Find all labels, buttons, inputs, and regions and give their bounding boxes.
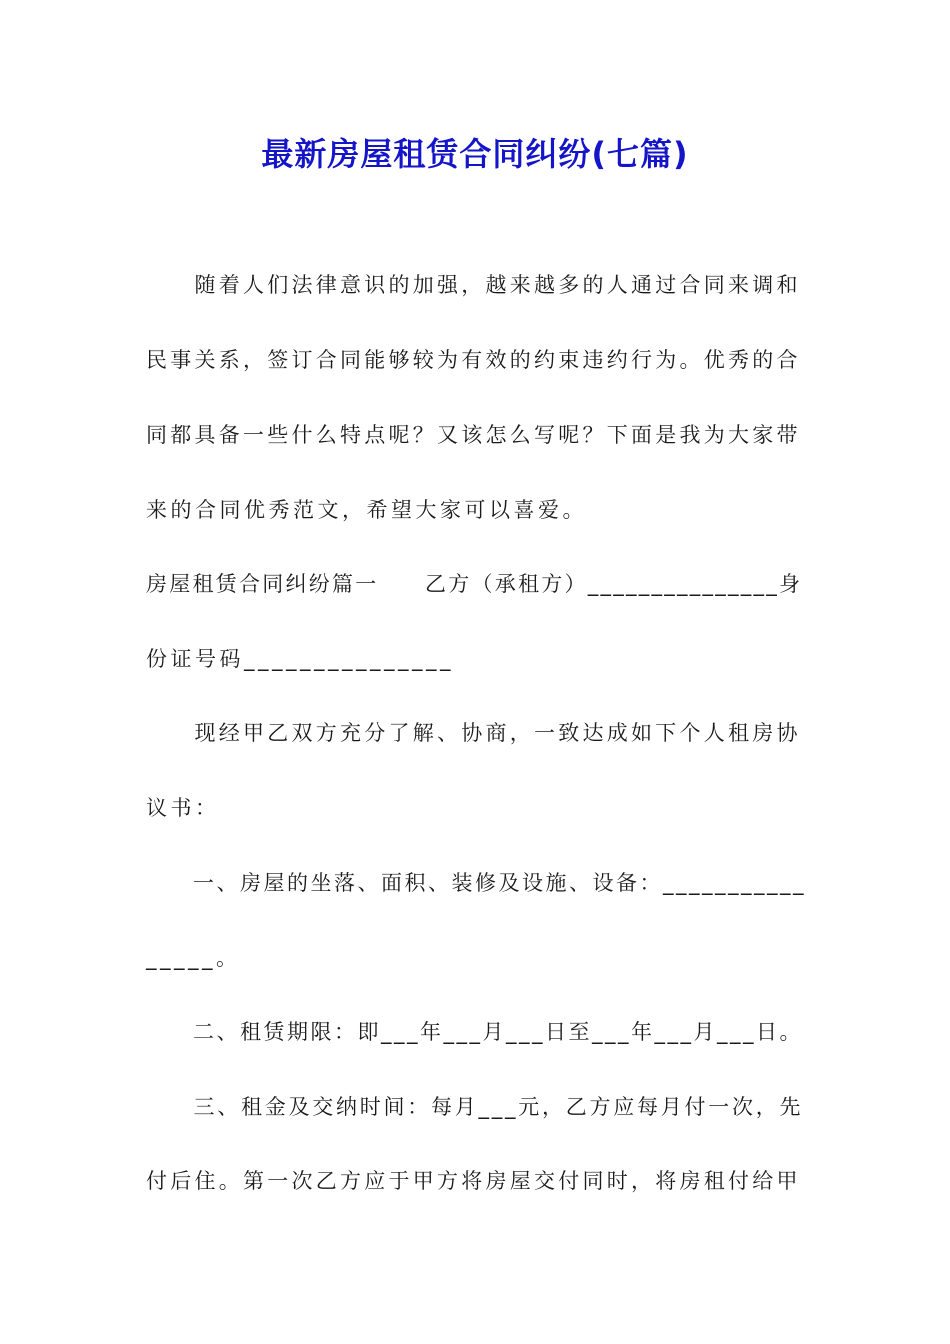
paragraph-line: 份证号码_______________ bbox=[146, 647, 454, 671]
paragraph-line: 民事关系，签订合同能够较为有效的约束违约行为。优秀的合 bbox=[146, 348, 801, 372]
paragraph-line: 同都具备一些什么特点呢？又该怎么写呢？下面是我为大家带 bbox=[146, 423, 801, 447]
paragraph-line: 二、租赁期限：即___年___月___日至___年___月___日。 bbox=[146, 1020, 803, 1044]
paragraph-line: 来的合同优秀范文，希望大家可以喜爱。 bbox=[146, 498, 587, 522]
paragraph-line: 三、租金及交纳时间：每月___元，乙方应每月付一次，先 bbox=[146, 1095, 804, 1119]
document-title: 最新房屋租赁合同纠纷(七篇) bbox=[261, 135, 689, 173]
paragraph-line: 一、房屋的坐落、面积、装修及设施、设备：___________ bbox=[146, 871, 806, 895]
paragraph-line: 现经甲乙双方充分了解、协商，一致达成如下个人租房协 bbox=[146, 721, 801, 745]
paragraph-line: 随着人们法律意识的加强，越来越多的人通过合同来调和 bbox=[146, 273, 801, 297]
paragraph-line: 付后住。第一次乙方应于甲方将房屋交付同时，将房租付给甲 bbox=[146, 1169, 801, 1193]
paragraph-line: 议书： bbox=[146, 796, 220, 820]
paragraph-line: 房屋租赁合同纠纷篇一 乙方（承租方）_______________身 bbox=[146, 572, 803, 596]
paragraph-line: _____。 bbox=[146, 946, 241, 970]
